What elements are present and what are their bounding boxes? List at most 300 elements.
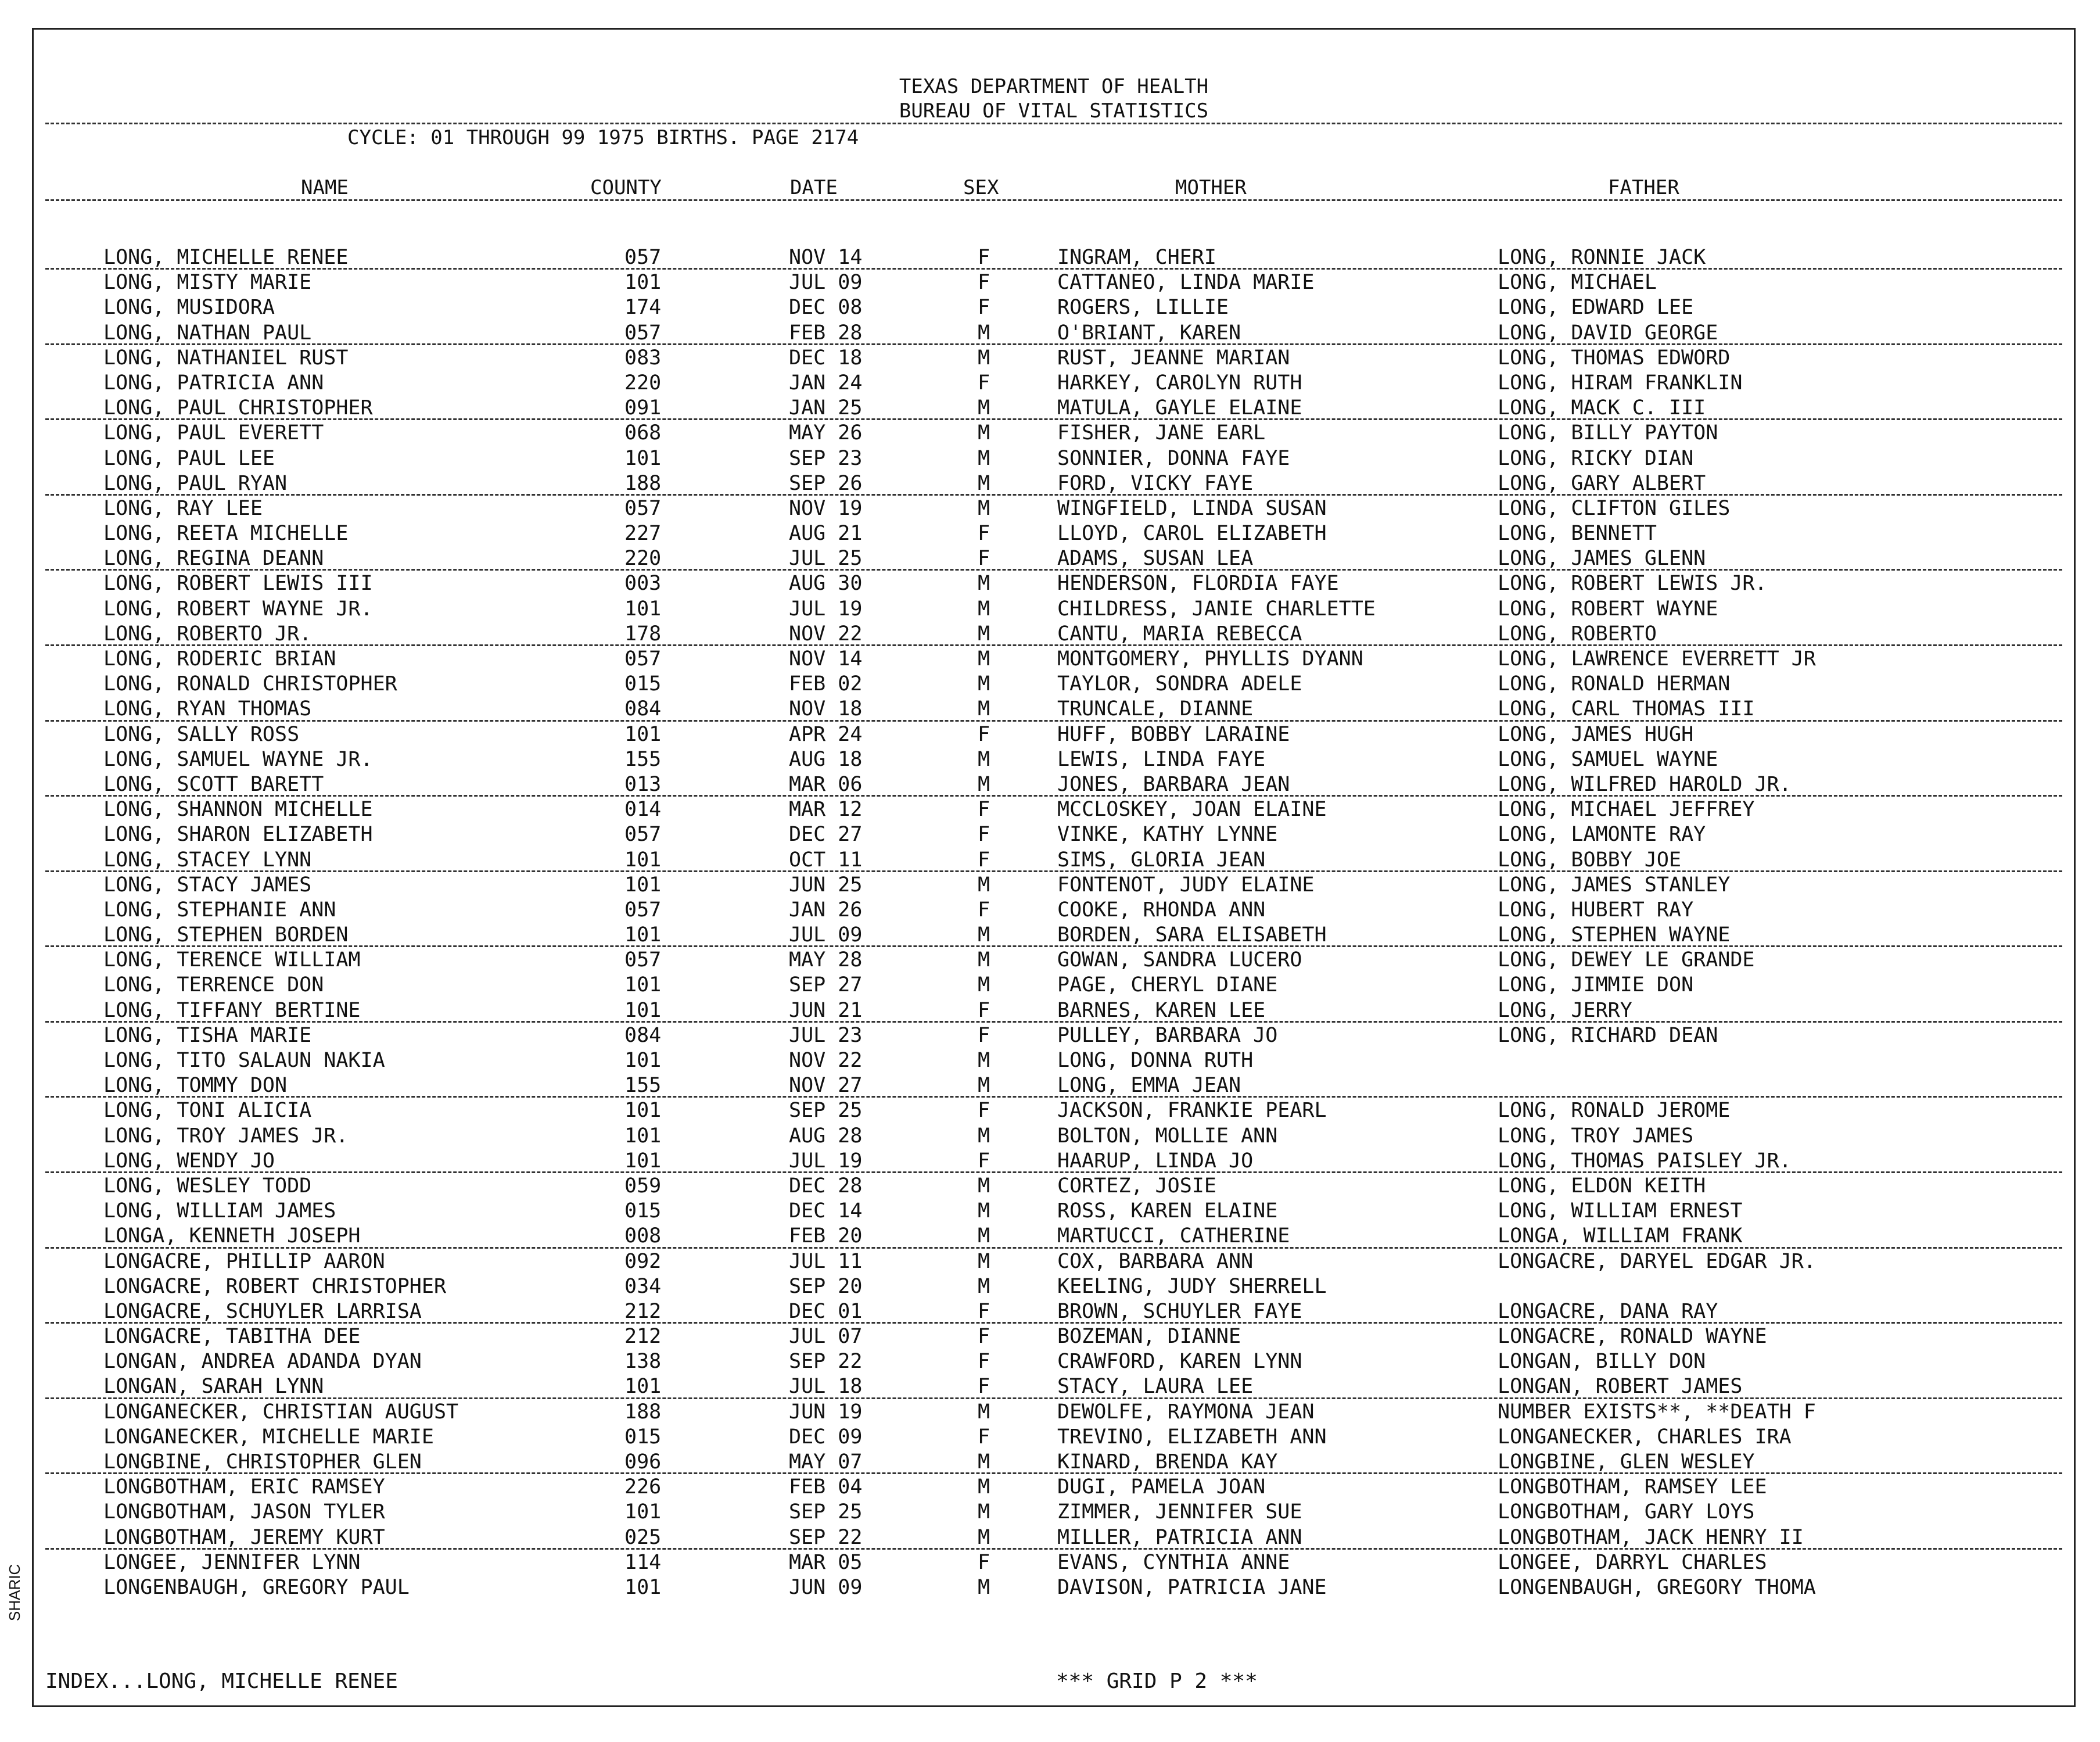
cell-county: 101 (624, 998, 662, 1022)
table-row (34, 1475, 2074, 1500)
table-row (34, 1124, 2074, 1149)
cell-sex: M (978, 421, 990, 445)
cell-father: LONG, JERRY (1498, 998, 1632, 1022)
cell-sex: M (978, 1049, 990, 1072)
cell-father: LONG, CLIFTON GILES (1498, 496, 1731, 520)
cell-date: NOV 27 (789, 1074, 863, 1098)
table-row (34, 647, 2074, 672)
cell-county: 015 (624, 1425, 662, 1449)
cell-mother: EVANS, CYNTHIA ANNE (1057, 1550, 1290, 1574)
cell-name: LONG, TIFFANY BERTINE (103, 998, 361, 1022)
cell-county: 091 (624, 396, 662, 420)
cell-mother: HARKEY, CAROLYN RUTH (1057, 371, 1302, 395)
cell-mother: STACY, LAURA LEE (1057, 1375, 1254, 1399)
table-row (34, 1450, 2074, 1475)
cell-name: LONG, WESLEY TODD (103, 1174, 312, 1198)
cell-father: LONGBOTHAM, GARY LOYS (1498, 1500, 1755, 1524)
cell-mother: PAGE, CHERYL DIANE (1057, 973, 1278, 997)
cell-father: LONGAN, BILLY DON (1498, 1350, 1706, 1374)
cell-sex: M (978, 572, 990, 596)
cell-sex: F (978, 271, 990, 295)
cell-date: MAY 28 (789, 948, 863, 972)
cell-name: LONG, STACY JAMES (103, 873, 312, 897)
cell-father: LONG, WILFRED HAROLD JR. (1498, 772, 1792, 796)
cell-sex: M (978, 1124, 990, 1148)
cell-name: LONG, SHANNON MICHELLE (103, 798, 373, 822)
table-row (34, 1300, 2074, 1325)
cell-date: JUL 25 (789, 547, 863, 571)
cell-mother: BARNES, KAREN LEE (1057, 998, 1266, 1022)
cell-father: LONG, WILLIAM ERNEST (1498, 1199, 1743, 1223)
cell-mother: MATULA, GAYLE ELAINE (1057, 396, 1302, 420)
cell-county: 155 (624, 1074, 662, 1098)
cell-name: LONG, TERRENCE DON (103, 973, 324, 997)
cell-father: LONG, CARL THOMAS III (1498, 697, 1755, 721)
cell-name: LONG, SCOTT BARETT (103, 772, 324, 796)
cell-name: LONG, TOMMY DON (103, 1074, 288, 1098)
cell-father: LONGEE, DARRYL CHARLES (1498, 1550, 1767, 1574)
cell-mother: DAVISON, PATRICIA JANE (1057, 1575, 1327, 1599)
cell-name: LONG, REGINA DEANN (103, 547, 324, 571)
table-row (34, 522, 2074, 547)
cell-name: LONGBOTHAM, JEREMY KURT (103, 1525, 385, 1549)
table-row (34, 672, 2074, 697)
table-row (34, 1099, 2074, 1124)
cell-mother: HAARUP, LINDA JO (1057, 1149, 1254, 1173)
table-row (34, 1526, 2074, 1551)
cell-date: NOV 14 (789, 647, 863, 671)
cell-name: LONG, NATHANIEL RUST (103, 346, 349, 370)
cell-county: 101 (624, 597, 662, 621)
cell-name: LONG, PATRICIA ANN (103, 371, 324, 395)
table-row (34, 1174, 2074, 1199)
cell-name: LONG, RAY LEE (103, 496, 263, 520)
table-row (34, 1325, 2074, 1350)
cell-county: 057 (624, 647, 662, 671)
cell-date: DEC 18 (789, 346, 863, 370)
table-row (34, 321, 2074, 346)
table-row (34, 1199, 2074, 1224)
cell-father: LONG, RONALD JEROME (1498, 1099, 1731, 1123)
cell-name: LONG, PAUL EVERETT (103, 421, 324, 445)
cell-father: LONG, THOMAS EDWORD (1498, 346, 1731, 370)
cell-father: LONGACRE, DANA RAY (1498, 1299, 1718, 1323)
cell-sex: M (978, 1074, 990, 1098)
cell-sex: M (978, 1199, 990, 1223)
table-row (34, 296, 2074, 321)
cell-father: LONG, RICHARD DEAN (1498, 1023, 1718, 1047)
cell-father: LONG, JAMES HUGH (1498, 722, 1694, 746)
cell-county: 138 (624, 1350, 662, 1374)
cell-date: MAY 07 (789, 1450, 863, 1474)
cell-county: 057 (624, 948, 662, 972)
cell-father: LONG, HUBERT RAY (1498, 898, 1694, 922)
cell-sex: F (978, 848, 990, 872)
table-row (34, 1224, 2074, 1249)
cell-name: LONG, WENDY JO (103, 1149, 275, 1173)
record-page (32, 28, 2076, 1707)
table-row (34, 1375, 2074, 1400)
cell-father: LONGBOTHAM, JACK HENRY II (1498, 1525, 1804, 1549)
cell-mother: ROSS, KAREN ELAINE (1057, 1199, 1278, 1223)
cell-mother: LONG, DONNA RUTH (1057, 1049, 1254, 1072)
cell-mother: HUFF, BOBBY LARAINE (1057, 722, 1290, 746)
header-subtitle: BUREAU OF VITAL STATISTICS (899, 99, 1209, 123)
cell-date: SEP 27 (789, 973, 863, 997)
cell-father: LONG, DEWEY LE GRANDE (1498, 948, 1755, 972)
cell-date: AUG 30 (789, 572, 863, 596)
cell-county: 101 (624, 1099, 662, 1123)
cycle-info: CYCLE: 01 THROUGH 99 1975 BIRTHS. PAGE 2174 (347, 126, 859, 149)
table-row (34, 447, 2074, 472)
cell-father: LONG, TROY JAMES (1498, 1124, 1694, 1148)
cell-father: LONG, BOBBY JOE (1498, 848, 1682, 872)
cell-date: DEC 27 (789, 823, 863, 847)
cell-date: NOV 22 (789, 1049, 863, 1072)
cell-sex: F (978, 371, 990, 395)
cell-date: SEP 22 (789, 1350, 863, 1374)
cell-county: 003 (624, 572, 662, 596)
cell-father: LONG, ELDON KEITH (1498, 1174, 1706, 1198)
cell-date: SEP 26 (789, 471, 863, 495)
table-row (34, 898, 2074, 923)
cell-name: LONG, ROBERT LEWIS III (103, 572, 373, 596)
cell-father: LONG, JIMMIE DON (1498, 973, 1694, 997)
cell-mother: FISHER, JANE EARL (1057, 421, 1266, 445)
cell-mother: DEWOLFE, RAYMONA JEAN (1057, 1400, 1315, 1424)
table-row (34, 1024, 2074, 1049)
table-row (34, 1425, 2074, 1450)
cell-date: JUL 09 (789, 271, 863, 295)
cell-sex: F (978, 722, 990, 746)
cell-mother: BOZEMAN, DIANNE (1057, 1325, 1241, 1349)
cell-sex: F (978, 823, 990, 847)
cell-mother: GOWAN, SANDRA LUCERO (1057, 948, 1302, 972)
cell-sex: M (978, 948, 990, 972)
cell-county: 008 (624, 1224, 662, 1248)
cell-sex: F (978, 998, 990, 1022)
cell-name: LONG, WILLIAM JAMES (103, 1199, 336, 1223)
cell-county: 101 (624, 271, 662, 295)
cell-date: JAN 25 (789, 396, 863, 420)
table-row (34, 848, 2074, 873)
cell-father: LONGANECKER, CHARLES IRA (1498, 1425, 1792, 1449)
footer-grid: *** GRID P 2 *** (1056, 1669, 1258, 1693)
table-row (34, 1350, 2074, 1375)
cell-county: 013 (624, 772, 662, 796)
cell-mother: CATTANEO, LINDA MARIE (1057, 271, 1315, 295)
table-row (34, 346, 2074, 371)
cell-name: LONG, NATHAN PAUL (103, 321, 312, 345)
cell-name: LONG, SHARON ELIZABETH (103, 823, 373, 847)
cell-sex: M (978, 1450, 990, 1474)
cell-sex: M (978, 772, 990, 796)
cell-mother: INGRAM, CHERI (1057, 246, 1216, 269)
cell-name: LONG, ROBERT WAYNE JR. (103, 597, 373, 621)
cell-county: 101 (624, 1124, 662, 1148)
table-row (34, 371, 2074, 396)
cell-county: 101 (624, 1375, 662, 1399)
column-header-mother: MOTHER (1175, 176, 1247, 199)
cell-father: LONGACRE, DARYEL EDGAR JR. (1498, 1249, 1816, 1273)
cell-date: JUN 09 (789, 1575, 863, 1599)
column-header-county: COUNTY (590, 176, 662, 199)
table-row (34, 948, 2074, 973)
cell-sex: M (978, 1274, 990, 1298)
cell-name: LONG, RODERIC BRIAN (103, 647, 336, 671)
cell-sex: F (978, 1023, 990, 1047)
table-row (34, 1275, 2074, 1300)
cell-mother: LEWIS, LINDA FAYE (1057, 747, 1266, 771)
table-row (34, 1400, 2074, 1425)
cell-sex: M (978, 1174, 990, 1198)
cell-name: LONGACRE, TABITHA DEE (103, 1325, 361, 1349)
cell-date: DEC 08 (789, 296, 863, 320)
cell-name: LONGACRE, SCHUYLER LARRISA (103, 1299, 422, 1323)
cell-date: SEP 23 (789, 446, 863, 470)
cell-county: 226 (624, 1475, 662, 1499)
cell-sex: M (978, 873, 990, 897)
table-row (34, 246, 2074, 271)
cell-father: LONG, MICHAEL (1498, 271, 1657, 295)
cell-date: AUG 21 (789, 522, 863, 546)
cell-county: 188 (624, 1400, 662, 1424)
cell-sex: F (978, 1149, 990, 1173)
cell-county: 101 (624, 1149, 662, 1173)
cell-name: LONGEE, JENNIFER LYNN (103, 1550, 361, 1574)
cell-date: NOV 14 (789, 246, 863, 269)
cell-father: LONG, RONALD HERMAN (1498, 672, 1731, 696)
cell-name: LONG, MISTY MARIE (103, 271, 312, 295)
cell-date: JUL 11 (789, 1249, 863, 1273)
cell-mother: O'BRIANT, KAREN (1057, 321, 1241, 345)
cell-father: LONG, THOMAS PAISLEY JR. (1498, 1149, 1792, 1173)
cell-mother: KINARD, BRENDA KAY (1057, 1450, 1278, 1474)
cell-mother: LLOYD, CAROL ELIZABETH (1057, 522, 1327, 546)
cell-date: SEP 20 (789, 1274, 863, 1298)
cell-mother: JONES, BARBARA JEAN (1057, 772, 1290, 796)
table-row (34, 547, 2074, 572)
cell-father: LONG, ROBERT LEWIS JR. (1498, 572, 1767, 596)
cell-name: LONGENBAUGH, GREGORY PAUL (103, 1575, 410, 1599)
cell-mother: ADAMS, SUSAN LEA (1057, 547, 1254, 571)
cell-father: LONGBOTHAM, RAMSEY LEE (1498, 1475, 1767, 1499)
cell-mother: FORD, VICKY FAYE (1057, 471, 1254, 495)
cell-sex: M (978, 1400, 990, 1424)
cell-date: JUN 21 (789, 998, 863, 1022)
cell-sex: M (978, 697, 990, 721)
table-row (34, 798, 2074, 823)
cell-date: NOV 18 (789, 697, 863, 721)
cell-mother: CANTU, MARIA REBECCA (1057, 622, 1302, 646)
footer-index: INDEX...LONG, MICHELLE RENEE (45, 1669, 398, 1693)
cell-county: 092 (624, 1249, 662, 1273)
cell-father: LONG, JAMES GLENN (1498, 547, 1706, 571)
column-header-father: FATHER (1608, 176, 1679, 199)
cell-name: LONGANECKER, MICHELLE MARIE (103, 1425, 434, 1449)
cell-sex: F (978, 547, 990, 571)
table-row (34, 1576, 2074, 1601)
cell-father: LONG, MICHAEL JEFFREY (1498, 798, 1755, 822)
table-row (34, 748, 2074, 773)
cell-name: LONG, SAMUEL WAYNE JR. (103, 747, 373, 771)
cell-father: LONGACRE, RONALD WAYNE (1498, 1325, 1767, 1349)
cell-father: LONG, SAMUEL WAYNE (1498, 747, 1718, 771)
cell-sex: F (978, 1425, 990, 1449)
cell-father: LONGENBAUGH, GREGORY THOMA (1498, 1575, 1816, 1599)
cell-sex: F (978, 1350, 990, 1374)
cell-date: JUL 19 (789, 1149, 863, 1173)
cell-name: LONG, STEPHEN BORDEN (103, 923, 349, 947)
cell-date: SEP 22 (789, 1525, 863, 1549)
table-row (34, 1049, 2074, 1074)
cell-date: DEC 09 (789, 1425, 863, 1449)
cell-sex: M (978, 496, 990, 520)
cell-father: LONG, RONNIE JACK (1498, 246, 1706, 269)
cell-father: LONGA, WILLIAM FRANK (1498, 1224, 1743, 1248)
cell-county: 101 (624, 873, 662, 897)
cell-name: LONG, RONALD CHRISTOPHER (103, 672, 397, 696)
cell-county: 227 (624, 522, 662, 546)
cell-sex: M (978, 346, 990, 370)
cell-name: LONGANECKER, CHRISTIAN AUGUST (103, 1400, 459, 1424)
cell-county: 096 (624, 1450, 662, 1474)
cell-date: JUL 18 (789, 1375, 863, 1399)
cell-mother: COX, BARBARA ANN (1057, 1249, 1254, 1273)
cell-name: LONGBOTHAM, JASON TYLER (103, 1500, 385, 1524)
cell-date: DEC 14 (789, 1199, 863, 1223)
column-header-sex: SEX (963, 176, 999, 199)
cell-name: LONG, PAUL LEE (103, 446, 275, 470)
cell-date: MAR 05 (789, 1550, 863, 1574)
cell-name: LONG, SALLY ROSS (103, 722, 300, 746)
cell-mother: CHILDRESS, JANIE CHARLETTE (1057, 597, 1376, 621)
cell-father: LONG, ROBERTO (1498, 622, 1657, 646)
cell-county: 101 (624, 722, 662, 746)
table-row (34, 973, 2074, 998)
table-row (34, 697, 2074, 722)
cell-father: LONG, LAWRENCE EVERRETT JR (1498, 647, 1816, 671)
cell-county: 015 (624, 672, 662, 696)
cell-name: LONGAN, ANDREA ADANDA DYAN (103, 1350, 422, 1374)
header-title: TEXAS DEPARTMENT OF HEALTH (899, 75, 1209, 98)
table-row (34, 773, 2074, 798)
cell-name: LONGAN, SARAH LYNN (103, 1375, 324, 1399)
cell-mother: TRUNCALE, DIANNE (1057, 697, 1254, 721)
cell-mother: LONG, EMMA JEAN (1057, 1074, 1241, 1098)
table-row (34, 923, 2074, 948)
cell-date: SEP 25 (789, 1099, 863, 1123)
column-header-date: DATE (790, 176, 838, 199)
cell-date: MAR 06 (789, 772, 863, 796)
cell-father: LONGBINE, GLEN WESLEY (1498, 1450, 1755, 1474)
cell-father: LONG, RICKY DIAN (1498, 446, 1694, 470)
cell-county: 212 (624, 1299, 662, 1323)
cell-mother: ZIMMER, JENNIFER SUE (1057, 1500, 1302, 1524)
cell-date: NOV 19 (789, 496, 863, 520)
cell-sex: M (978, 1475, 990, 1499)
cell-mother: ROGERS, LILLIE (1057, 296, 1229, 320)
cell-county: 220 (624, 547, 662, 571)
cell-father: LONGAN, ROBERT JAMES (1498, 1375, 1743, 1399)
cell-sex: M (978, 747, 990, 771)
table-row (34, 472, 2074, 497)
cell-mother: RUST, JEANNE MARIAN (1057, 346, 1290, 370)
table-row (34, 1149, 2074, 1174)
cell-date: JUN 25 (789, 873, 863, 897)
cell-county: 101 (624, 1500, 662, 1524)
cell-county: 155 (624, 747, 662, 771)
cell-sex: M (978, 1575, 990, 1599)
side-note: SHARIC (6, 1564, 23, 1621)
column-header-name: NAME (301, 176, 349, 199)
table-row (34, 723, 2074, 748)
cell-name: LONG, PAUL RYAN (103, 471, 288, 495)
cell-mother: WINGFIELD, LINDA SUSAN (1057, 496, 1327, 520)
cell-father: LONG, MACK C. III (1498, 396, 1706, 420)
cell-name: LONGA, KENNETH JOSEPH (103, 1224, 361, 1248)
cell-name: LONG, TROY JAMES JR. (103, 1124, 349, 1148)
cell-date: FEB 28 (789, 321, 863, 345)
cell-mother: TAYLOR, SONDRA ADELE (1057, 672, 1302, 696)
cell-date: JUL 19 (789, 597, 863, 621)
cell-mother: KEELING, JUDY SHERRELL (1057, 1274, 1327, 1298)
cell-name: LONG, TERENCE WILLIAM (103, 948, 361, 972)
cell-name: LONG, TISHA MARIE (103, 1023, 312, 1047)
table-row (34, 271, 2074, 296)
table-row (34, 421, 2074, 446)
cell-sex: M (978, 622, 990, 646)
cell-father: LONG, GARY ALBERT (1498, 471, 1706, 495)
cell-county: 014 (624, 798, 662, 822)
cell-date: FEB 02 (789, 672, 863, 696)
cell-name: LONGACRE, ROBERT CHRISTOPHER (103, 1274, 447, 1298)
cell-mother: PULLEY, BARBARA JO (1057, 1023, 1278, 1047)
cell-date: AUG 18 (789, 747, 863, 771)
cell-mother: BOLTON, MOLLIE ANN (1057, 1124, 1278, 1148)
cell-county: 025 (624, 1525, 662, 1549)
cell-county: 059 (624, 1174, 662, 1198)
cell-sex: M (978, 923, 990, 947)
cell-date: MAR 12 (789, 798, 863, 822)
table-row (34, 1074, 2074, 1099)
cell-name: LONGBOTHAM, ERIC RAMSEY (103, 1475, 385, 1499)
cell-father: NUMBER EXISTS**, **DEATH F (1498, 1400, 1816, 1424)
cell-date: AUG 28 (789, 1124, 863, 1148)
cell-sex: F (978, 798, 990, 822)
cell-father: LONG, JAMES STANLEY (1498, 873, 1731, 897)
cell-county: 101 (624, 1575, 662, 1599)
cell-date: SEP 25 (789, 1500, 863, 1524)
cell-name: LONGBINE, CHRISTOPHER GLEN (103, 1450, 422, 1474)
cell-sex: F (978, 898, 990, 922)
cell-sex: M (978, 973, 990, 997)
cell-sex: M (978, 1500, 990, 1524)
table-row (34, 1551, 2074, 1576)
cell-father: LONG, ROBERT WAYNE (1498, 597, 1718, 621)
cell-father: LONG, LAMONTE RAY (1498, 823, 1706, 847)
cell-name: LONG, RYAN THOMAS (103, 697, 312, 721)
cell-mother: TREVINO, ELIZABETH ANN (1057, 1425, 1327, 1449)
cell-date: JUL 23 (789, 1023, 863, 1047)
table-row (34, 1500, 2074, 1525)
cell-date: JAN 24 (789, 371, 863, 395)
cell-county: 101 (624, 923, 662, 947)
cell-father: LONG, BENNETT (1498, 522, 1657, 546)
cell-county: 057 (624, 496, 662, 520)
cell-mother: MILLER, PATRICIA ANN (1057, 1525, 1302, 1549)
cell-sex: F (978, 1375, 990, 1399)
